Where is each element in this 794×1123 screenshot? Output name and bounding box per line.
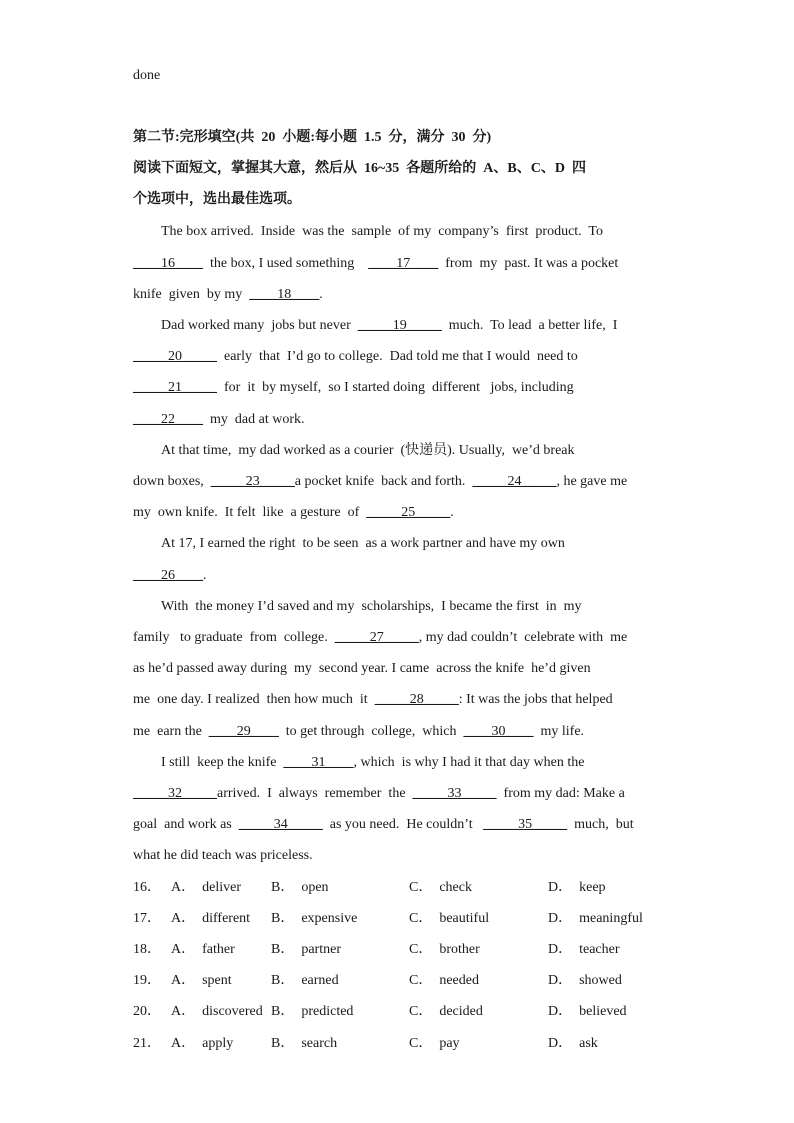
passage-line: [161, 316, 617, 336]
passage-line: [133, 690, 613, 710]
answer-blank: ____31____: [283, 755, 354, 770]
option-a: A． apply: [171, 1036, 234, 1051]
passage-text: Dad worked many jobs but never: [161, 318, 358, 333]
option-row: [133, 971, 693, 991]
option-d: D． teacher: [548, 942, 620, 957]
passage-line: [133, 472, 627, 492]
passage-text: what he did teach was priceless.: [133, 848, 313, 863]
passage-text: , which is why I had it that day when the: [353, 755, 585, 770]
passage-text: me one day. I realized then how much it: [133, 692, 375, 707]
passage-line: [133, 285, 323, 305]
answer-blank: _____32_____: [133, 786, 217, 801]
passage-text: much, but: [567, 817, 634, 832]
passage-text: .: [319, 287, 323, 302]
passage-text: knife given by my: [133, 287, 250, 302]
answer-blank: ____22____: [133, 412, 203, 427]
option-b: B． partner: [271, 942, 341, 957]
question-number: 16．: [133, 880, 161, 895]
passage-text: At that time, my dad worked as a courier (快递员). Usually, we’d break: [161, 443, 575, 458]
option-a: A． father: [171, 942, 235, 957]
option-d: D． showed: [548, 973, 622, 988]
instruction-line-2: 个选项中，选出最佳选项。: [133, 192, 301, 207]
passage-line: [133, 846, 313, 866]
passage-line: [133, 628, 627, 648]
option-c: C． decided: [409, 1004, 483, 1019]
option-d: D． believed: [548, 1004, 627, 1019]
answer-blank: _____35_____: [483, 817, 568, 832]
passage-text: goal and work as: [133, 817, 239, 832]
answer-blank: _____27_____: [334, 630, 419, 645]
passage-text: early that I’d go to college. Dad told me that I would need to: [217, 349, 578, 364]
option-d: D． ask: [548, 1036, 598, 1051]
passage-line: [133, 784, 625, 804]
top-word: done: [133, 68, 161, 83]
passage-line: [133, 722, 584, 742]
passage-line: [133, 378, 574, 398]
passage-text: my life.: [533, 724, 585, 739]
passage-text: down boxes,: [133, 474, 211, 489]
passage-text: arrived. I always remember the: [217, 786, 413, 801]
passage-text: : It was the jobs that helped: [458, 692, 613, 707]
answer-blank: _____33_____: [412, 786, 497, 801]
passage-text: , he gave me: [556, 474, 628, 489]
option-b: B． expensive: [271, 911, 358, 926]
passage-line: [133, 410, 304, 430]
answer-blank: ____26____: [133, 568, 203, 583]
passage-text: The box arrived. Inside was the sample of my company’s first product. To: [161, 224, 603, 239]
passage-text: me earn the: [133, 724, 209, 739]
passage-line: [161, 222, 603, 242]
passage-text: family to graduate from college.: [133, 630, 335, 645]
answer-blank: _____25_____: [366, 505, 451, 520]
option-b: B． open: [271, 880, 329, 895]
passage-line: [133, 347, 578, 367]
option-c: C． needed: [409, 973, 479, 988]
passage-text: for it by myself, so I started doing different jobs, including: [217, 380, 574, 395]
option-b: B． earned: [271, 973, 339, 988]
passage-line: [161, 441, 575, 461]
passage-text: .: [450, 505, 454, 520]
passage-text: .: [203, 568, 207, 583]
option-b: B． predicted: [271, 1004, 354, 1019]
passage-text: I still keep the knife: [161, 755, 284, 770]
passage-text: as you need. He couldn’t: [322, 817, 484, 832]
answer-blank: ____18____: [249, 287, 320, 302]
passage-text: , my dad couldn’t celebrate with me: [418, 630, 628, 645]
question-number: 17．: [133, 911, 161, 926]
option-row: [133, 1034, 693, 1054]
passage-text: a pocket knife back and forth.: [294, 474, 473, 489]
answer-blank: _____24_____: [472, 474, 557, 489]
answer-blank: _____20_____: [133, 349, 217, 364]
answer-blank: _____21_____: [133, 380, 217, 395]
question-number: 18．: [133, 942, 161, 957]
passage-text: from my past. It was a pocket: [438, 256, 619, 271]
option-b: B． search: [271, 1036, 338, 1051]
passage-line: [133, 815, 634, 835]
answer-blank: _____23_____: [210, 474, 295, 489]
passage-line: [161, 753, 584, 773]
passage-text: my dad at work.: [203, 412, 305, 427]
answer-blank: _____34_____: [238, 817, 323, 832]
answer-blank: ____30____: [463, 724, 534, 739]
passage-text: With the money I’d saved and my scholarships, I became the first in my: [161, 599, 582, 614]
option-row: [133, 878, 693, 898]
option-d: D． keep: [548, 880, 606, 895]
option-a: A． different: [171, 911, 251, 926]
question-number: 19．: [133, 973, 161, 988]
answer-blank: _____19_____: [357, 318, 442, 333]
passage-text: my own knife. It felt like a gesture of: [133, 505, 367, 520]
option-a: A． deliver: [171, 880, 241, 895]
answer-blank: ____17____: [368, 256, 439, 271]
question-number: 20．: [133, 1004, 161, 1019]
option-row: [133, 940, 693, 960]
passage-text: much. To lead a better life, I: [441, 318, 618, 333]
option-c: C． brother: [409, 942, 480, 957]
answer-blank: _____28_____: [374, 692, 459, 707]
question-number: 21．: [133, 1036, 161, 1051]
option-c: C． pay: [409, 1036, 460, 1051]
passage-text: At 17, I earned the right to be seen as a work partner and have my own: [161, 536, 565, 551]
option-row: [133, 909, 693, 929]
option-a: A． spent: [171, 973, 232, 988]
passage-line: [161, 597, 582, 617]
answer-blank: ____29____: [208, 724, 279, 739]
option-c: C． beautiful: [409, 911, 490, 926]
answer-blank: ____16____: [133, 256, 203, 271]
passage-line: [161, 534, 565, 554]
option-a: A． discovered: [171, 1004, 263, 1019]
option-row: [133, 1002, 693, 1022]
passage-text: as he’d passed away during my second year. I came across the knife he’d given: [133, 661, 591, 676]
passage-line: [133, 503, 454, 523]
section-title: 第二节:完形填空(共 20 小题:每小题 1.5 分，满分 30 分): [133, 130, 492, 145]
option-c: C． check: [409, 880, 472, 895]
passage-text: from my dad: Make a: [496, 786, 625, 801]
passage-line: [133, 566, 207, 586]
passage-line: [133, 254, 618, 274]
passage-text: to get through college, which: [278, 724, 464, 739]
instruction-line-1: 阅读下面短文，掌握其大意，然后从 16~35 各题所给的 A、B、C、D 四: [133, 161, 586, 176]
passage-text: the box, I used something: [203, 256, 369, 271]
passage-line: [133, 659, 591, 679]
option-d: D． meaningful: [548, 911, 643, 926]
